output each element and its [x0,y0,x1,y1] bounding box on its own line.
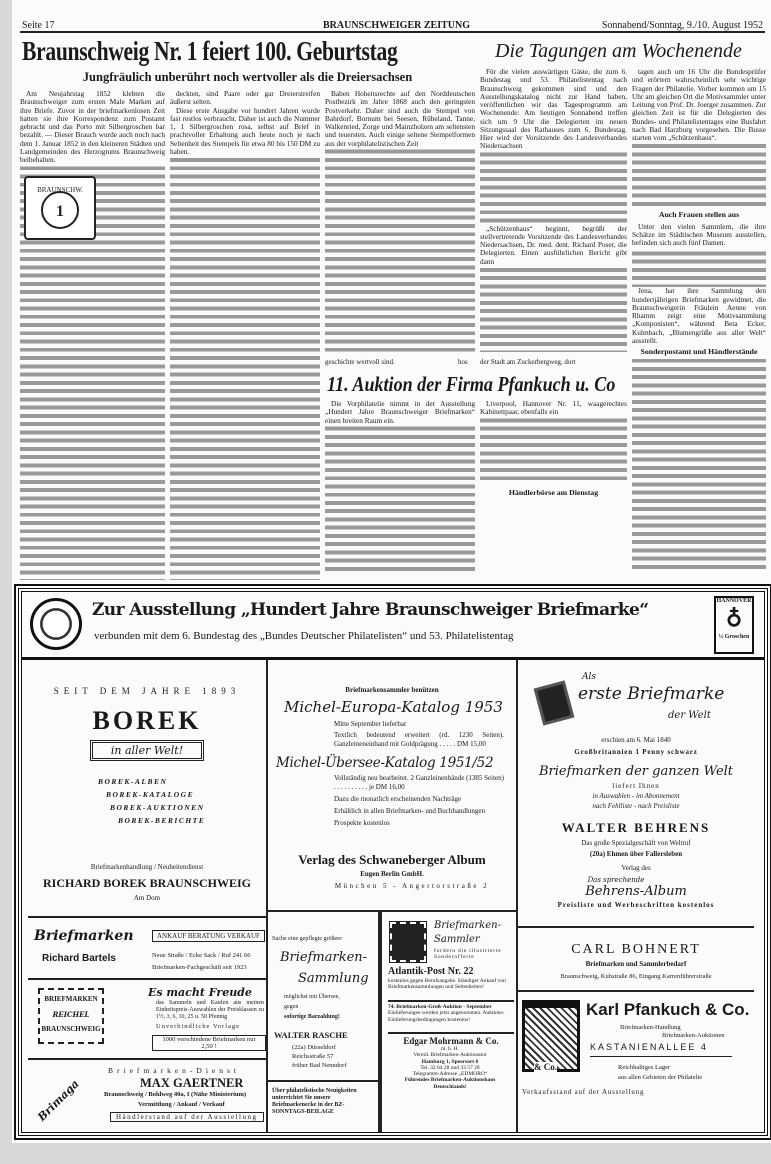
seal-icon [30,598,82,650]
gaertner-name: MAX GAERTNER [140,1076,244,1090]
lead-text: Am Neujahrstag 1852 klebten die Braunschweiger zum ersten Male Marken auf ihre Briefe. Zuvor in der briefmarkenlosen Zeit hatten sie ihre Korrespondenz zum Postamt gebracht und das Porto mit Silbergroschen bar bezahlt. — Dieser Brauch wurde auch noch nach dem 1. Januar 1852 in den kleineren Städten und Landgemeinden des Herzogtums Braunschweig beibehalten. [20,90,165,164]
behrens-album: Das sprechende [587,876,645,884]
bz-text: Über philatelistische Neuigkeiten unterrichtet Sie unsere Briefmarkenecke in der BZ-SONNTAGS-BEILAGE [272,1088,357,1115]
behrens-line: liefert Ihnen [612,782,660,790]
schwaneberger-name: Verlag des Schwaneberger Album [298,852,486,867]
behrens-headline: der Welt [668,710,711,721]
ad-gaertner [28,1060,268,1132]
rasche-title: Sammlung [298,971,369,986]
side-text: Für die vielen auswärtigen Gäste, die zum 6. Bundestag und 53. Philatelistentag nach Braunschweig gekommen sind und den Ausstellungskatalog nicht zur Hand haben, veröffentlichen wir das Tagesprogramm am Wochenende: Am heutigen Sonnabend treffen sich um 9 Uhr die Delegierten im neuen Sitzungssaal des Rathauses zum 6. Bundestag. Hier wird der Vorsitzende des Landesverbandes Niedersachsen [480,68,627,151]
lead-column-2 [170,90,320,580]
pfankuch-desc: Briefmarken-Auktionen [662,1032,725,1039]
reichel-title: Es macht Freude [148,986,252,999]
exhibition-subtitle: verbunden mit dem 6. Bundestag des „Bundes Deutscher Philatelisten“ und 53. Philatelistentag [94,630,514,642]
borek-slogan: in aller Welt! [90,740,204,761]
logo-text: BRIEFMARKEN [44,995,98,1003]
ad-bohnert [518,928,754,992]
logo-text: BRAUNSCHWEIG [41,1025,101,1033]
behrens-headline: Als [582,672,596,682]
pfankuch-line: aus allen Gebieten der Philatelie [618,1074,703,1081]
logo-text: REICHEL [52,1010,90,1019]
bartels-title: Briefmarken [34,928,134,944]
michel-uebersee-desc: Vollständig neu bearbeitet. 2 Ganzleinenbände (1385 Seiten) . . . . . . . . . . je DM 16,00 [334,774,504,791]
behrens-desc: Das große Spezialgeschäft von Weltruf [581,839,691,847]
borek-since: SEIT DEM JAHRE 1893 [53,686,241,696]
mohrmann-slogan: Führendes Briefmarken-Auktionshaus Deutschlands! [404,1077,496,1090]
borek-item: BOREK-BERICHTE [118,816,206,825]
svg-text:1: 1 [56,203,64,220]
side-text: Jena, hat ihre Sammlung den hundertjährigen Briefmarken gewidmet, die Braunschweigerin Fräulein Aenne von Rhamm zeigt eine Motivsammlung „Komponisten“, während Beta Ecker, Kulmbach, „Blumengrüße aus aller Welt“ ausstellt. [632,286,766,345]
page-number: Seite 17 [22,20,55,31]
auction-text: Liverpool, Hannover Nr. 11, waagerechtes Kabinettpaar, ebenfalls ein [480,400,627,417]
gaertner-services: Vermittlung / Ankauf / Verkauf [138,1101,225,1108]
pfankuch-stand: Verkaufsstand auf der Ausstellung [522,1088,645,1096]
stamp-text: HANNOVER [716,598,752,604]
michel-date: Mitte September lieferbar [334,720,407,728]
ad-michel [268,660,518,850]
ad-bz-sonntagsbeilage [268,1082,380,1132]
pfankuch-logo-text: & Co. [534,1062,557,1072]
ad-pfankuch [518,992,754,1132]
lead-end: geschichte wertvoll sind. [325,358,395,366]
rasche-title: Briefmarken- [280,950,368,965]
michel-line: Prospekte kostenlos [334,819,390,827]
atlantik-name: Atlantik-Post Nr. 22 [388,966,474,977]
auction-text: Die Vorphilatelie nimmt in der Ausstellung „Hundert Jahre Braunschweiger Briefmarken“ einen breiten Raum ein. [325,400,475,425]
lead-column-1 [20,90,165,580]
behrens-address: (20a) Ehmen über Fallersleben [589,850,683,858]
mohrmann-phone: Tel. 32 64 28 und 33 57 28 [420,1064,480,1071]
bohnert-desc: Briefmarken und Sammlerbedarf [585,960,687,968]
penny-black-image [534,681,575,726]
bohnert-name: CARL BOHNERT [571,942,701,957]
reichel-logo [38,988,104,1044]
behrens-line: nach Fehlliste - nach Preisliste [592,802,680,810]
auction-column-2 [480,400,627,482]
michel-europa-title: Michel-Europa-Katalog 1953 [284,698,503,716]
behrens-line: in Auswahlen - im Abonnement [592,792,680,800]
ad-atlantik-mohrmann [380,912,518,1132]
bartels-address: Neue Straße / Ecke Sack / Ruf 241 66 [152,952,251,959]
atlantik-text: kostenlos gegen Berufsangabe. Ständiger Ankauf von Briefmarkensammlungen und Seltenheiten! [388,978,506,990]
lead-text: Diese erste Ausgabe vor hundert Jahren wurde fast restlos verbraucht. Daher ist auch die Nummer 1, 1 Silbergroschen rosa, selbst auf Brief in prachtvoller Erhaltung auch heute noch je nach Seltenheit des Stempels für etwa 80 bis 150 DM zu haben. [170,105,320,156]
rasche-line: gegen [284,1004,299,1010]
mohrmann-address: Hamburg 1, Speersort 6 [421,1058,479,1065]
atlantik-offer: fordern die illustrierte Sonderofferte [434,948,502,960]
schwaneberger-firm: Eugen Berlin GmbH. [360,870,424,878]
pfankuch-address: KASTANIENALLEE 4 [590,1042,708,1052]
posthorn-icon: ♁ [725,606,743,631]
borek-item: BOREK-KATALOGE [106,790,195,799]
borek-name: BOREK [92,706,202,735]
borek-item: BOREK-ALBEN [98,777,168,786]
atlantik-title: Sammler [434,934,480,945]
bohnert-address: Braunschweig, Kuhstraße 86, Eingang Karrenführerstraße [560,973,712,980]
michel-line: Dazu die monatlich erscheinenden Nachträge [334,795,462,803]
exhibition-title: Zur Ausstellung „Hundert Jahre Braunschweiger Briefmarke“ [92,600,649,620]
ad-borek [28,660,268,918]
michel-europa-desc: Textlich bedeutend erweitert (rd. 1230 Seiten). Ganzleineneinband mit Goldprägung . . . . . DM 15,00 [334,731,504,748]
side-text: Unter den vielen Sammlern, die ihre Schätze im Städtischen Museum ausstellen, befinden sich auch fünf Damen. [632,221,766,247]
mohrmann-telegram: Telegramm-Adresse „EDMORO“ [412,1071,488,1078]
schwaneberger-address: München 5 - Angertorstraße 2 [334,882,490,890]
side-headline: Die Tagungen am Wochenende [495,40,742,62]
behrens-album: Behrens-Album [585,884,687,899]
ad-header [22,592,764,660]
borek-address: Am Dom [133,894,161,902]
auction-notice: 74. Briefmarken-Groß-Auktion - September [388,1000,514,1010]
rasche-line: möglichst mit Übersee, [284,994,340,1000]
behrens-name: WALTER BEHRENS [561,820,711,835]
hannover-stamp [714,596,754,654]
borek-line: Briefmarkenhandlung / Neuheitendienst [90,863,204,871]
behrens-stamp: Großbritannien 1 Penny schwarz [574,748,698,756]
side-text: „Schützenhaus“ beginnt, begrüßt der stellvertretende Vorsitzende des Landesverbandes Niedersachsen, Dr. med. dent. Richard Poser, die Delegierten. Einen ausführlichen Bericht gibt dann [480,223,627,266]
rasche-address: Reichsstraße 57 [292,1053,334,1060]
side-text-end: der Stadt am Zuckerbergweg, dort [480,358,627,366]
ad-behrens [518,660,754,928]
rasche-intro: Suche eine gepflegte größere [272,936,342,942]
gaertner-address: Braunschweig / Bohlweg 40a, I (Nähe Ministerium) [104,1091,247,1098]
behrens-verlag: Verlag des [621,864,651,872]
michel-uebersee-title: Michel-Übersee-Katalog 1951/52 [276,755,494,771]
subheading-dealers: Händlerbörse am Dienstag [480,488,627,497]
auction-column-1 [325,400,475,572]
ad-schwaneberger [268,850,518,912]
lead-column-3 [325,90,475,354]
behrens-free: Preisliste und Werbeschriften kostenlos [557,901,715,909]
rasche-name: WALTER RASCHE [274,1030,348,1040]
ad-bartels [28,918,268,980]
behrens-headline: erste Briefmarke [578,684,725,704]
gaertner-service: Briefmarken-Dienst [108,1066,240,1075]
mohrmann-line: m. b. H. [441,1046,459,1052]
reichel-note: Unverbindliche Vorlage [156,1023,241,1030]
stamp-text: ½ Groschen [718,634,750,640]
mohrmann-name: Edgar Mohrmann & Co. [388,1032,514,1046]
rasche-line: sofortige Barzahlung! [284,1014,340,1020]
lead-text: Baben Hoheitsrechte auf den Norddeutschen Postbezirk im Jahre 1868 auch den geringsten Postverkehr. Daher sind auch die Stempel von Bahrdorf, Bornum bei Seesen, Rübeland, Tanne, Walkenried, Zorge und Mainzholzen am seltensten und teuersten. Auch einige seltene Stempelformen aus der vorphilatelistischen Zeit [325,90,475,148]
behrens-date: erschien am 6. Mai 1840 [601,736,671,744]
behrens-title: Briefmarken der ganzen Welt [538,764,734,779]
masthead: BRAUNSCHWEIGER ZEITUNG [323,20,470,31]
side-column-1 [480,68,627,352]
issue-date: Sonnabend/Sonntag, 9./10. August 1952 [601,20,763,31]
divider [590,1056,732,1057]
pfankuch-desc: Briefmarken-Handlung [620,1024,681,1031]
rasche-address: früher Bad Nenndorf [292,1062,347,1069]
ad-reichel [28,980,268,1060]
bartels-services: ANKAUF BERATUNG VERKAUF [152,930,265,942]
author-sign: hos [458,358,468,366]
advertisement-block [18,588,768,1136]
borek-item: BOREK-AUKTIONEN [110,803,205,812]
atlantik-title: Briefmarken- [434,920,501,931]
reichel-text: das Sammeln und Kaufen aus meinen Einheitspreis-Auswahlen der Preisklassen zu 1½, 3, 6, 10, 25 u. 50 Pfennig [156,1000,264,1020]
gaertner-stand: Händlerstand auf der Ausstellung [110,1112,264,1122]
ad-rasche [268,912,380,1082]
lead-subheadline: Jungfräulich unberührt noch wertvoller als die Dreiersachsen [82,70,413,84]
pfankuch-name: Karl Pfankuch & Co. [586,1000,750,1019]
brimaga-logo: Brimaga [35,1077,82,1124]
bartels-since: Briefmarken-Fachgeschäft seit 1923 [152,964,247,971]
bartels-name: Richard Bartels [42,953,116,964]
michel-intro: Briefmarkensammler benützen [345,686,439,694]
side-text: tagen auch um 16 Uhr die Bundesprüfer und erörtern wahrscheinlich sehr wichtige Fragen der Philatelie. Vorher kommen um 15 Uhr am gleichen Ort die Motivsammler unter Leitung von Prof. Dr. Joerger zusammen. Zur gleichen Zeit ist für die Delegierten des Bundes- und Philatelistentages eine Busfahrt nach Bad Harzburg vorgesehen. Die Busse starten vom „Schützenhaus“. [632,68,766,142]
stamp-portrait-image [390,922,426,962]
side-column-2 [632,68,766,573]
auction-headline: 11. Auktion der Firma Pfankuch u. Co [327,372,616,396]
reichel-offer: 1000 verschiedene Briefmarken nur 2,50 ! [152,1035,266,1051]
pfankuch-line: Reichhaltiges Lager [618,1064,671,1071]
lead-headline: Braunschweig Nr. 1 feiert 100. Geburtstag [22,36,398,66]
subheading-post-office: Sonderpostamt und Händlerstände [632,345,766,359]
svg-text:BRAUNSCHW.: BRAUNSCHW. [37,186,83,194]
braunschweig-stamp-image [24,176,96,240]
borek-firm: RICHARD BOREK BRAUNSCHWEIG [42,876,252,890]
michel-line: Erhältlich in allen Briefmarken- und Buchhandlungen [334,807,486,815]
mohrmann-line: Vereid. Briefmarken-Auktionator [413,1052,487,1059]
subheading-women: Auch Frauen stellen aus [632,208,766,222]
header-rule [20,31,765,33]
auction-text: Einlieferungen werden jetzt angenommen. Auktions-Einlieferungsbedingungen kostenlos! [388,1010,505,1023]
rasche-address: (22a) Düsseldorf [292,1044,336,1051]
lead-text: deckten, sind Paare oder gar Dreierstreifen äußerst selten. [170,90,320,107]
